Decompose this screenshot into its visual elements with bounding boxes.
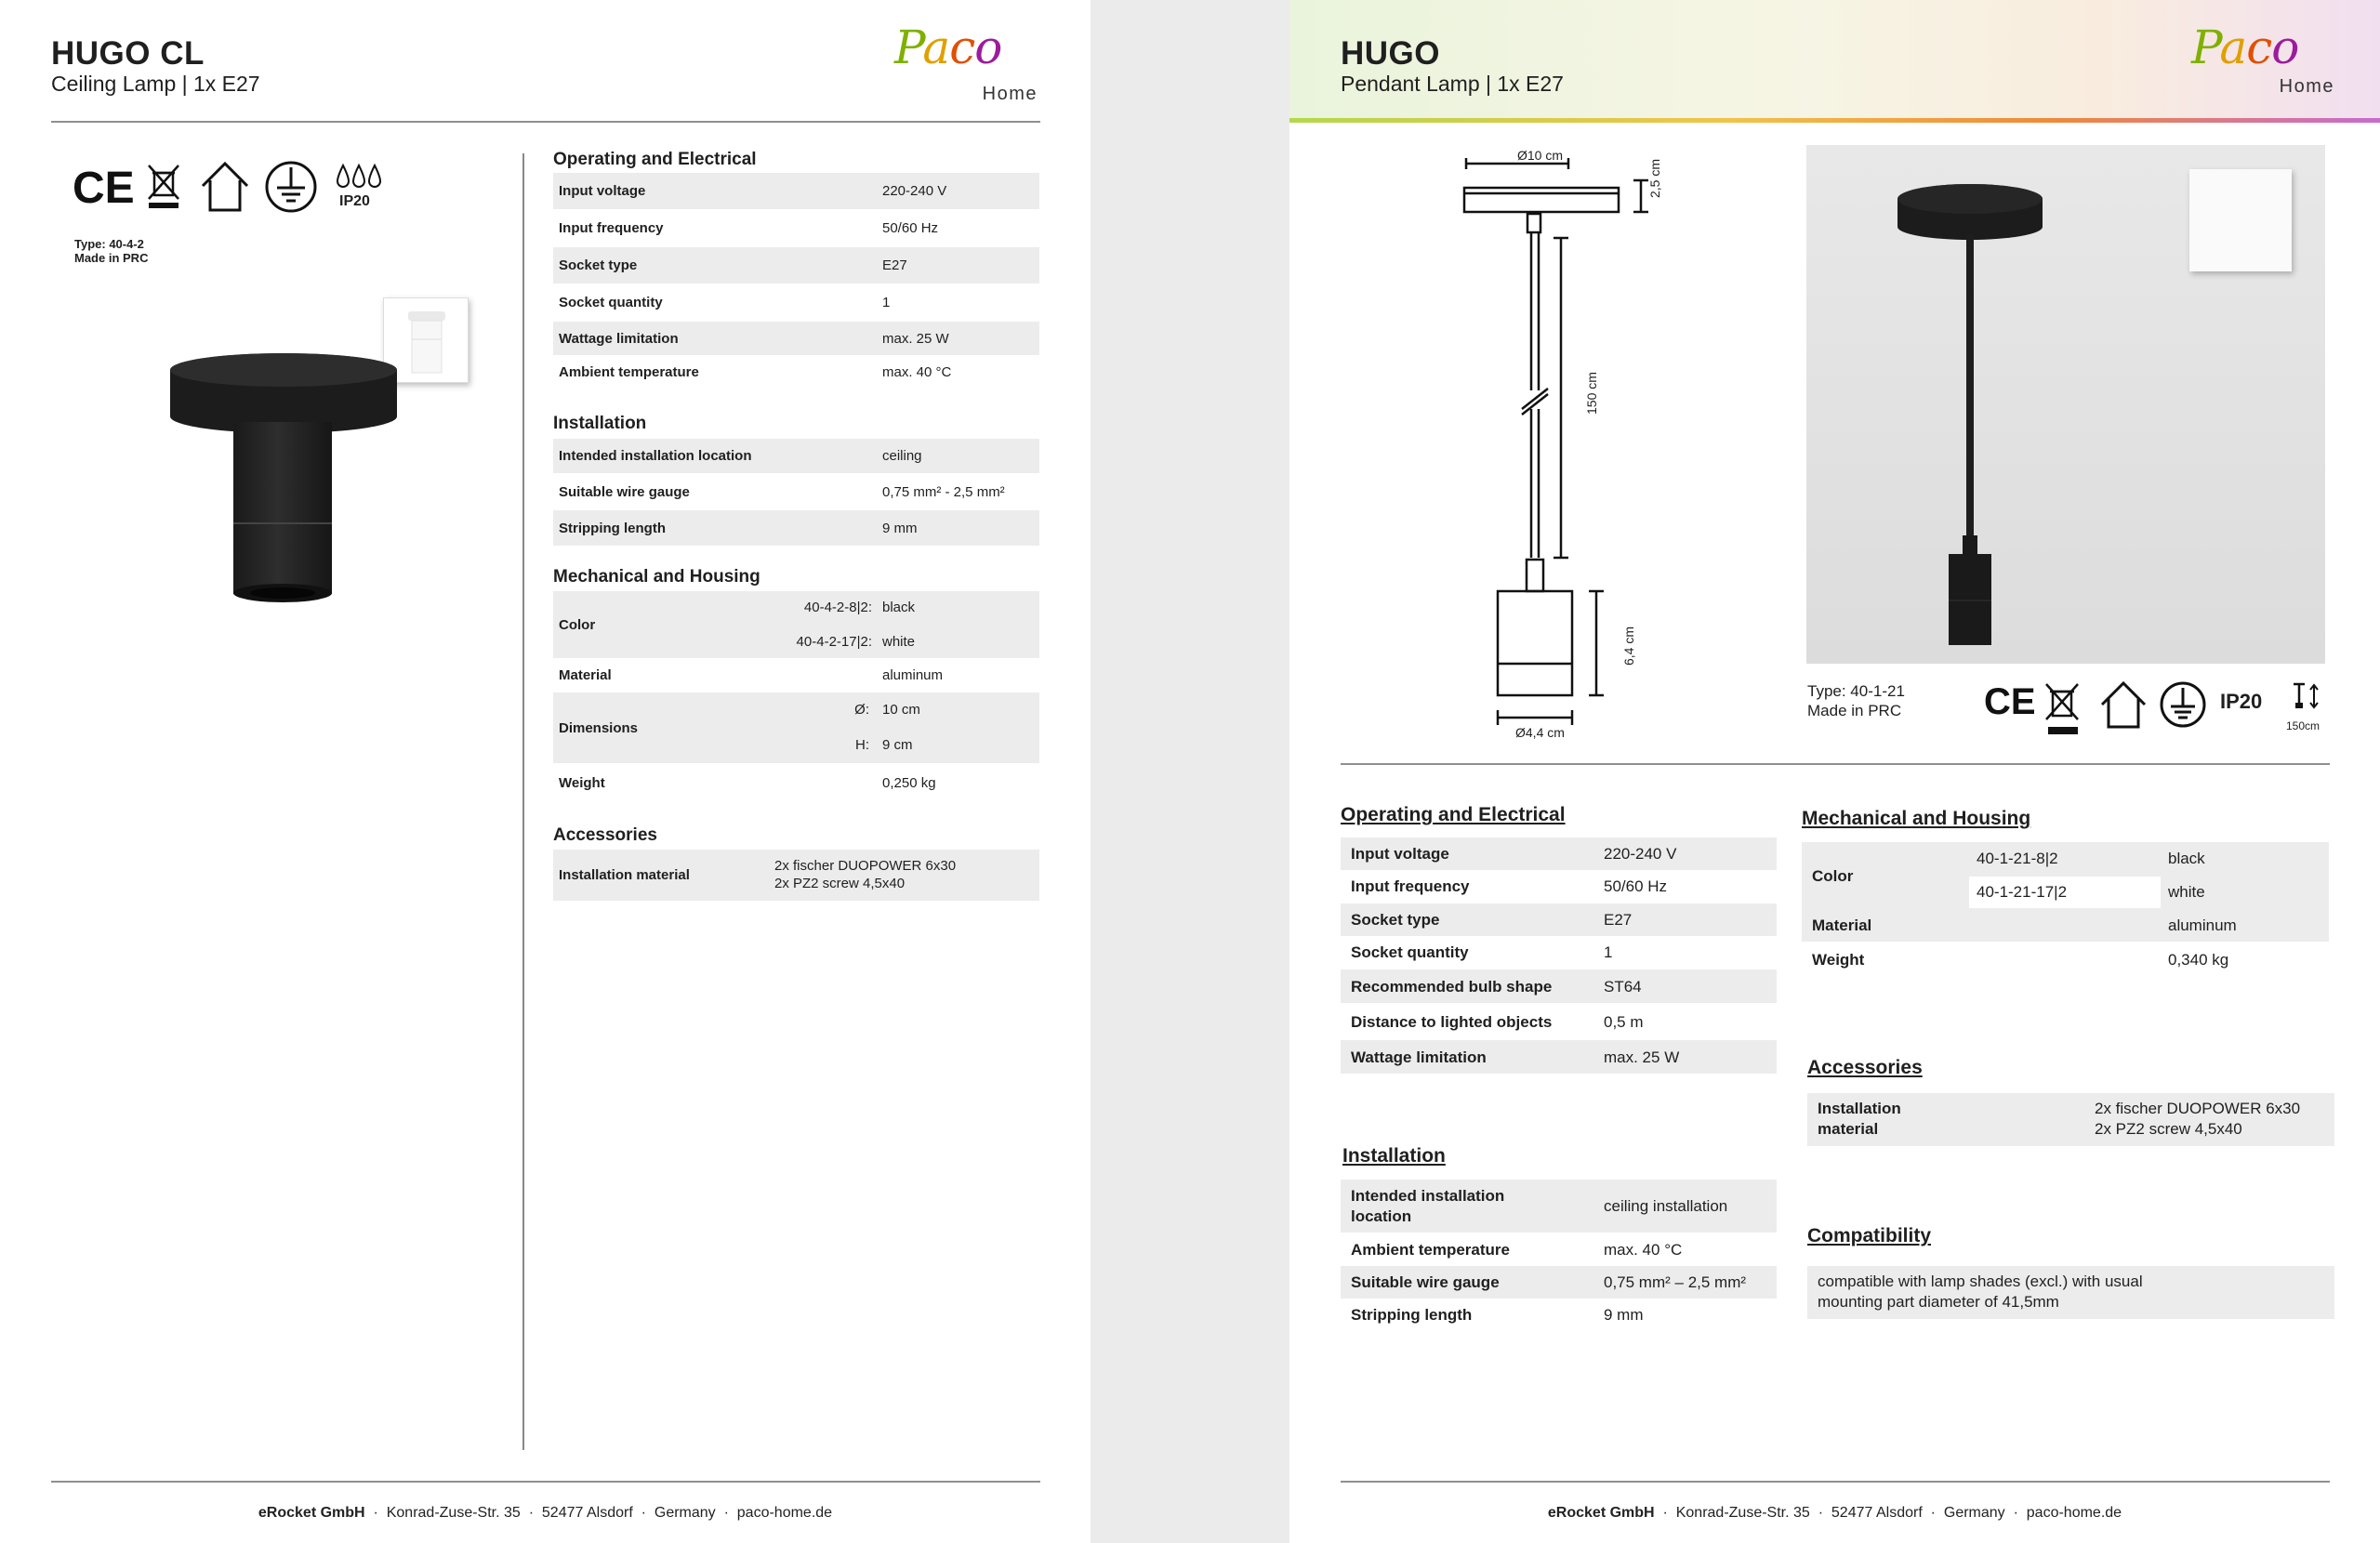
right-footer: eRocket GmbH · Konrad-Zuse-Str. 35 · 52477 Alsdorf · Germany · paco-home.de xyxy=(1547,1505,2122,1521)
pendant-technical-drawing xyxy=(1457,139,1671,753)
logo-wordmark: Paco xyxy=(2191,20,2299,74)
table-row: Socket type E27 xyxy=(553,247,1039,284)
table-row: Ambient temperature max. 40 °C xyxy=(1351,1241,1683,1259)
table-row: Suitable wire gauge 0,75 mm² – 2,5 mm² xyxy=(1341,1266,1777,1299)
table-row: Socket type E27 xyxy=(1341,903,1777,936)
dim-diameter-bottom: Ø4,4 cm xyxy=(1515,725,1565,740)
pendant-product-photo xyxy=(1806,145,2325,664)
weee-bin-icon xyxy=(2043,680,2083,736)
table-row: Suitable wire gauge 0,75 mm² - 2,5 mm² xyxy=(559,483,1005,500)
paco-home-logo xyxy=(2191,20,2340,109)
table-row: Input voltage 220-240 V xyxy=(1341,837,1777,870)
right-section-mechanical-title: Mechanical and Housing xyxy=(1802,808,2031,829)
table-row: Wattage limitation max. 25 W xyxy=(553,322,1039,355)
black-pendant-lamp-image xyxy=(1806,145,2325,664)
table-row: Weight 0,250 kg xyxy=(559,774,936,791)
table-row-accessories: Installation material 2x fischer DUOPOWER 6x30 2x PZ2 screw 4,5x40 xyxy=(553,850,1039,901)
right-section-compatibility-title: Compatibility xyxy=(1807,1225,1932,1246)
dim-diameter-top: Ø10 cm xyxy=(1517,148,1564,163)
protective-earth-icon xyxy=(2159,680,2207,729)
right-section-operating-title: Operating and Electrical xyxy=(1341,804,1566,825)
protective-earth-icon xyxy=(264,160,318,214)
table-row: Ambient temperature max. 40 °C xyxy=(559,363,952,380)
table-row: Distance to lighted objects 0,5 m xyxy=(1351,1013,1644,1031)
left-footer: eRocket GmbH · Konrad-Zuse-Str. 35 · 52477 Alsdorf · Germany · paco-home.de xyxy=(258,1505,833,1521)
left-section-accessories-title: Accessories xyxy=(553,825,657,845)
svg-text:CE: CE xyxy=(73,164,135,213)
cable-length-icon-label: 150cm xyxy=(2286,719,2320,732)
right-datasheet-page xyxy=(1289,0,2380,1543)
logo-home-text: Home xyxy=(982,84,1038,104)
logo-wordmark: Paco xyxy=(894,20,1002,74)
right-section-accessories-title: Accessories xyxy=(1807,1057,1923,1078)
table-row: Socket quantity 1 xyxy=(1351,943,1613,961)
indoor-house-icon xyxy=(199,160,251,214)
made-in-label: Made in PRC xyxy=(74,251,149,265)
table-row: Material aluminum xyxy=(1802,909,2329,942)
table-row-accessories: Installation material 2x fischer DUOPOWER 6x30 2x PZ2 screw 4,5x40 xyxy=(1807,1093,2334,1146)
right-section-installation-title: Installation xyxy=(1342,1145,1446,1167)
ip-rating-label: IP20 xyxy=(339,193,370,209)
weee-bin-icon xyxy=(145,162,186,210)
logo-home-text: Home xyxy=(2279,76,2334,97)
black-ceiling-lamp-image xyxy=(163,351,404,612)
made-in-label: Made in PRC xyxy=(1807,702,1902,719)
table-row: Weight 0,340 kg xyxy=(1812,951,2229,969)
type-code: Type: 40-1-21 xyxy=(1807,682,1905,700)
left-section-installation-title: Installation xyxy=(553,414,647,433)
table-row: Wattage limitation max. 25 W xyxy=(1341,1040,1777,1074)
right-page-subtitle: Pendant Lamp | 1x E27 xyxy=(1341,72,1564,96)
dim-socket-height: 6,4 cm xyxy=(1621,626,1636,666)
left-section-mechanical-title: Mechanical and Housing xyxy=(553,567,760,587)
left-section-operating-title: Operating and Electrical xyxy=(553,150,757,169)
table-row: Input frequency 50/60 Hz xyxy=(559,220,939,236)
table-row: Stripping length 9 mm xyxy=(1351,1306,1644,1324)
table-row: Input voltage 220-240 V xyxy=(553,173,1039,209)
ip-rating-label: IP20 xyxy=(2220,690,2263,713)
table-row-dimensions: Dimensions Ø: 10 cm H: 9 cm xyxy=(553,692,1039,763)
right-page-title: HUGO xyxy=(1341,35,1440,72)
type-code: Type: 40-4-2 xyxy=(74,237,144,251)
certification-icons xyxy=(73,160,389,216)
left-datasheet-page xyxy=(0,0,1091,1543)
water-drops-icon xyxy=(335,163,383,191)
svg-text:CE: CE xyxy=(1984,681,2036,722)
dim-cable-length: 150 cm xyxy=(1584,372,1599,415)
table-row-color: Color 40-4-2-8|2: black 40-4-2-17|2: white xyxy=(553,591,1039,658)
table-row: Input frequency 50/60 Hz xyxy=(1351,877,1668,895)
table-row: Stripping length 9 mm xyxy=(553,510,1039,546)
table-row: Recommended bulb shape ST64 xyxy=(1341,969,1777,1003)
cable-length-icon xyxy=(2292,680,2329,712)
table-row-compatibility: compatible with lamp shades (excl.) with usual mounting part diameter of 41,5mm xyxy=(1807,1266,2334,1319)
left-page-title: HUGO CL xyxy=(51,35,205,72)
table-row: Material aluminum xyxy=(559,666,944,683)
table-row-color: Color 40-1-21-8|2 black 40-1-21-17|2 white xyxy=(1802,842,2329,909)
table-row: Intended installation location ceiling xyxy=(553,439,1039,473)
left-page-subtitle: Ceiling Lamp | 1x E27 xyxy=(51,72,260,96)
paco-home-logo xyxy=(894,20,1043,109)
table-row: Intended installation location ceiling installation xyxy=(1341,1180,1777,1233)
dim-height-top: 2,5 cm xyxy=(1647,158,1662,198)
table-row: Socket quantity 1 xyxy=(559,295,891,310)
indoor-house-icon xyxy=(2099,680,2148,729)
